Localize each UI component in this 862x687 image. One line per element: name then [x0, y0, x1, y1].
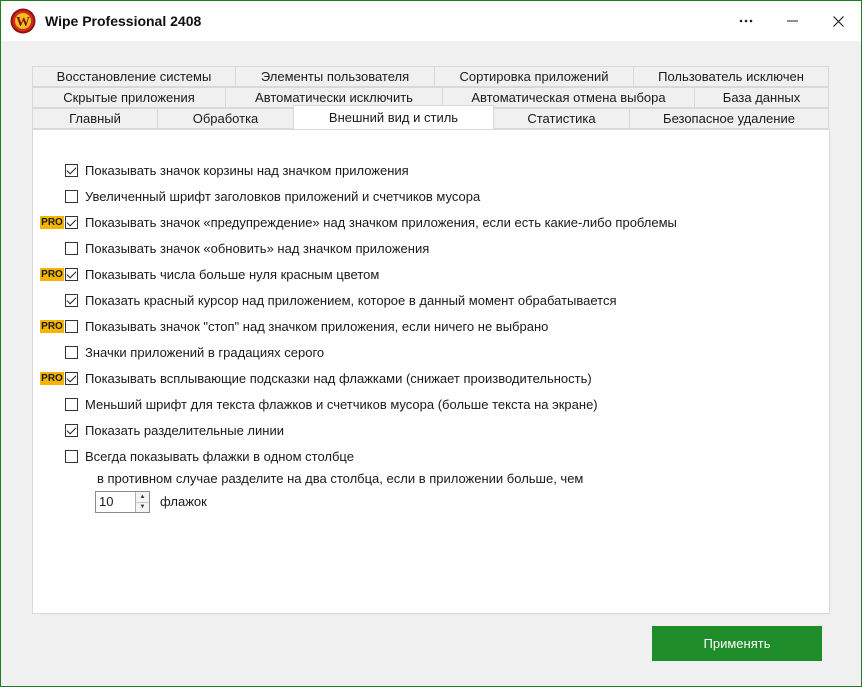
- window-title: Wipe Professional 2408: [45, 13, 202, 29]
- option-refresh-icon[interactable]: [65, 239, 429, 257]
- pro-badge: PRO: [41, 217, 63, 228]
- option-larger-font[interactable]: [65, 187, 480, 205]
- option-warning-icon[interactable]: [65, 213, 677, 231]
- option-smaller-font[interactable]: [65, 395, 598, 413]
- checkbox[interactable]: [65, 242, 78, 255]
- option-grayscale-icons[interactable]: [65, 343, 324, 361]
- pro-badge: PRO: [41, 269, 63, 280]
- stepper-suffix: флажок: [160, 494, 207, 509]
- tab-auto-exclude[interactable]: Автоматически исключить: [225, 87, 443, 108]
- checkbox[interactable]: [65, 320, 78, 333]
- more-options-button[interactable]: [723, 1, 769, 41]
- option-label: Показывать значок корзины над значком приложения: [85, 162, 409, 178]
- option-label: Значки приложений в градациях серого: [85, 344, 325, 360]
- pro-badge: PRO: [41, 321, 63, 332]
- close-button[interactable]: [815, 1, 861, 41]
- option-single-column[interactable]: [65, 447, 354, 465]
- apply-button[interactable]: Применять: [652, 626, 822, 661]
- option-trash-icon[interactable]: [65, 161, 409, 179]
- checkbox[interactable]: [65, 294, 78, 307]
- option-label: Увеличенный шрифт заголовков приложений и счетчиков мусора: [85, 188, 481, 204]
- checkbox[interactable]: [65, 450, 78, 463]
- option-red-cursor[interactable]: [65, 291, 617, 309]
- stepper-down-icon[interactable]: ▼: [136, 503, 149, 513]
- tab-user-items[interactable]: Элементы пользователя: [235, 66, 435, 87]
- checkbox[interactable]: [65, 268, 78, 281]
- column-split-text: в противном случае разделите на два столбца, если в приложении больше, чем: [97, 471, 584, 486]
- tab-hidden-apps[interactable]: Скрытые приложения: [32, 87, 226, 108]
- checkbox[interactable]: [65, 372, 78, 385]
- wipe-logo-icon: [10, 8, 36, 34]
- checkbox[interactable]: [65, 190, 78, 203]
- checkbox[interactable]: [65, 398, 78, 411]
- pro-badge: PRO: [41, 373, 63, 384]
- stepper-arrows[interactable]: [135, 492, 149, 512]
- column-split-stepper[interactable]: [95, 491, 150, 513]
- option-label: Всегда показывать флажки в одном столбце: [85, 448, 354, 464]
- tab-user-excluded[interactable]: Пользователь исключен: [633, 66, 829, 87]
- option-label: Показывать значок "стоп" над значком приложения, если ничего не выбрано: [85, 318, 549, 334]
- close-icon: [833, 16, 844, 27]
- option-separator-lines[interactable]: [65, 421, 284, 439]
- option-label: Показывать значок «обновить» над значком приложения: [85, 240, 430, 256]
- tab-system-restore[interactable]: Восстановление системы: [32, 66, 236, 87]
- tab-database[interactable]: База данных: [694, 87, 829, 108]
- tab-appearance-style[interactable]: Внешний вид и стиль: [293, 105, 494, 129]
- stepper-up-icon[interactable]: ▲: [136, 492, 149, 503]
- option-label: Показывать всплывающие подсказки над флажками (снижает производительность): [85, 370, 592, 386]
- tab-statistics[interactable]: Статистика: [493, 108, 630, 129]
- logo-letter: W: [16, 15, 30, 30]
- option-tooltips[interactable]: [65, 369, 592, 387]
- checkbox[interactable]: [65, 424, 78, 437]
- checkbox[interactable]: [65, 164, 78, 177]
- minimize-icon: [787, 20, 798, 22]
- option-label: Показывать числа больше нуля красным цветом: [85, 266, 380, 282]
- tab-main[interactable]: Главный: [32, 108, 158, 129]
- option-label: Показать красный курсор над приложением, которое в данный момент обрабатывается: [85, 292, 617, 308]
- option-label: Меньший шрифт для текста флажков и счетчиков мусора (больше текста на экране): [85, 396, 598, 412]
- more-horizontal-icon: [739, 19, 753, 23]
- title-bar: [1, 1, 861, 41]
- stepper-value[interactable]: 10: [99, 494, 114, 509]
- checkbox[interactable]: [65, 346, 78, 359]
- checkbox[interactable]: [65, 216, 78, 229]
- option-label: Показывать значок «предупреждение» над значком приложения, если есть какие-либо проблемы: [85, 214, 677, 230]
- minimize-button[interactable]: [769, 1, 815, 41]
- tab-auto-deselect[interactable]: Автоматическая отмена выбора: [442, 87, 695, 108]
- tab-processing[interactable]: Обработка: [157, 108, 294, 129]
- tab-secure-delete[interactable]: Безопасное удаление: [629, 108, 829, 129]
- option-label: Показать разделительные линии: [85, 422, 284, 438]
- option-red-numbers[interactable]: [65, 265, 379, 283]
- tab-app-sorting[interactable]: Сортировка приложений: [434, 66, 634, 87]
- option-stop-icon[interactable]: [65, 317, 548, 335]
